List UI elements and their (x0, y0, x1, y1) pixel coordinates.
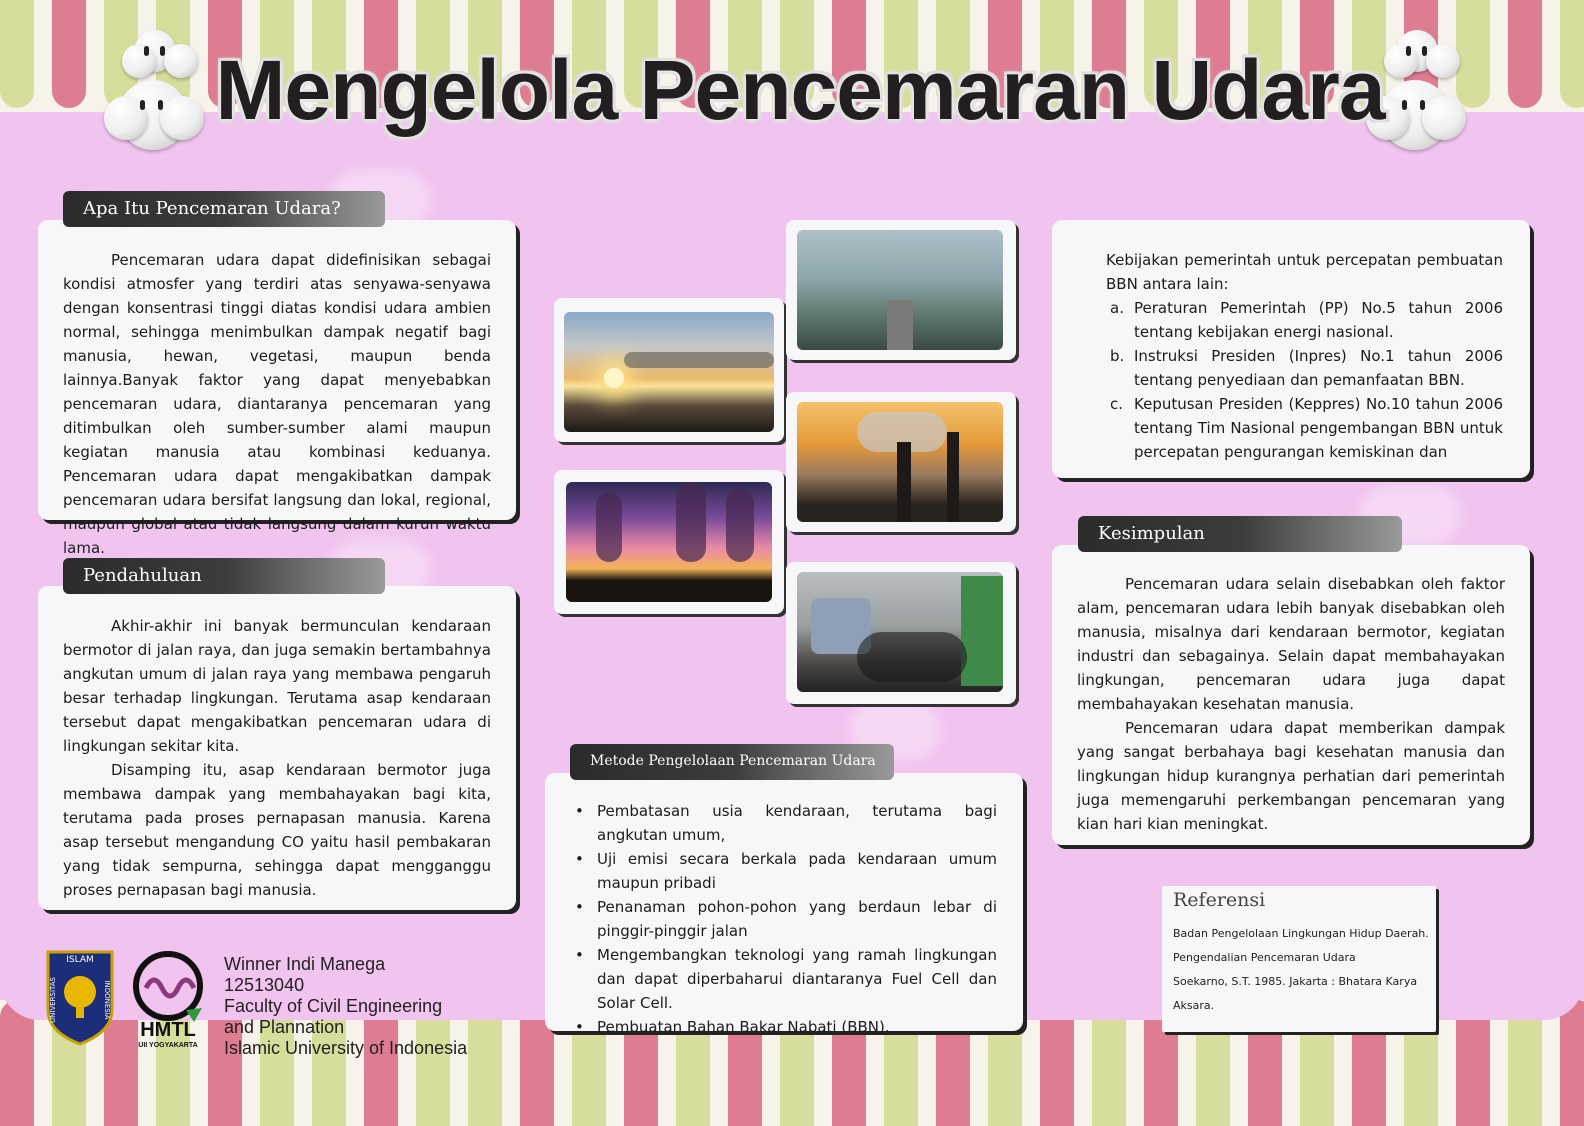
photo-frame (554, 298, 784, 442)
factory-dusk-photo (566, 482, 772, 602)
intro-panel (38, 586, 516, 910)
uii-logo (44, 948, 116, 1048)
methods-list (567, 799, 997, 1039)
smoggy-city-photo (797, 230, 1003, 350)
author-id: 12513040 (224, 975, 305, 995)
reference-line: Aksara. (1173, 999, 1215, 1012)
policy-item (1106, 344, 1503, 392)
policy-list (1106, 296, 1503, 463)
vehicle-exhaust-photo (797, 572, 1003, 692)
method-item: • Uji emisi secara berkala pada kendaraan umum maupun pribadi (567, 847, 997, 895)
conclusion-heading: Kesimpulan (1078, 516, 1402, 552)
policy-item (1106, 392, 1503, 463)
policy-intro: Kebijakan pemerintah untuk percepatan pembuatan BBN antara lain: (1106, 251, 1503, 293)
methods-panel (545, 773, 1023, 1036)
author-faculty: Faculty of Civil Engineering (224, 996, 443, 1016)
uii-logo-text: UNIVERSITAS (49, 977, 57, 1023)
conclusion-panel (1052, 545, 1530, 845)
method-item: • Penanaman pohon-pohon yang berdaun lebar di pinggir-pinggir jalan (567, 895, 997, 943)
reference-line: Pengendalian Pencemaran Udara (1173, 951, 1356, 964)
what-is-heading: Apa Itu Pencemaran Udara? (63, 191, 385, 227)
what-is-panel (38, 220, 516, 557)
sunset-smoke-photo (564, 312, 774, 432)
author-info (224, 954, 467, 1059)
intro-paragraph: Disamping itu, asap kendaraan bermotor juga membawa dampak yang membahayakan bagi kita, terutama pada proses pernapasan manusia. Karena asap tersebut mengandung CO yaitu hasil pembakaran yang tidak sempurna, sehingga dapat mengganggu proses pernapasan bagi manusia. (63, 761, 491, 899)
policy-panel (1052, 220, 1530, 478)
method-item: • Pembatasan usia kendaraan, terutama bagi angkutan umum, (567, 799, 997, 847)
policy-text: Peraturan Pemerintah (PP) No.5 tahun 2006 tentang kebijakan energi nasional. (1134, 299, 1503, 341)
methods-heading: Metode Pengelolaan Pencemaran Udara (570, 744, 894, 780)
industrial-smoke-photo (797, 402, 1003, 522)
what-is-body: Pencemaran udara dapat didefinisikan sebagai kondisi atmosfer yang terdiri atas senyawa-senyawa dengan konsentrasi tinggi diatas kondisi udara ambien normal, sehingga menimbulkan dampak negatif bagi manusia, hewan, vegetasi, maupun benda lainnya.Banyak faktor yang dapat menyebabkan pencemaran udara, diantaranya pencemaran yang ditimbulkan oleh sumber-sumber alami maupun kegiatan manusia atau kombinasi keduanya. Pencemaran udara dapat mengakibatkan dampak pencemaran udara bersifat langsung dan lokal, regional, maupun global atau tidak langsung dalam kurun waktu lama. (63, 251, 491, 557)
method-item: • Pembuatan Bahan Bakar Nabati (BBN). (567, 1015, 997, 1039)
policy-marker: b. (1110, 347, 1125, 365)
references-heading: Referensi (1173, 889, 1266, 911)
hmtl-logo-text: HMTL (140, 1019, 196, 1041)
photo-frame (786, 392, 1016, 532)
author-name: Winner Indi Manega (224, 954, 386, 974)
uii-logo-text: ISLAM (66, 955, 94, 965)
poster-title: Mengelola Pencemaran Udara (215, 43, 1385, 137)
reference-line: Badan Pengelolaan Lingkungan Hidup Daerah. (1173, 927, 1429, 940)
policy-text: Instruksi Presiden (Inpres) No.1 tahun 2006 tentang penyediaan dan pemanfaatan BBN. (1134, 347, 1503, 389)
policy-marker: a. (1110, 299, 1124, 317)
cloud-mascot-icon (100, 30, 210, 155)
hmtl-logo (128, 950, 210, 1050)
hmtl-logo-subtext: UII YOGYAKARTA (138, 1042, 198, 1049)
references-panel (1162, 886, 1436, 1032)
intro-paragraph: Akhir-akhir ini banyak bermunculan kendaraan bermotor di jalan raya, dan juga semakin bertambahnya angkutan umum di jalan raya yang membawa pengaruh besar terhadap lingkungan. Terutama asap kendaraan tersebut dapat mengakibatkan pencemaran udara di lingkungan sekitar kita. (63, 617, 491, 755)
method-item: • Mengembangkan teknologi yang ramah lingkungan dan dapat diperbaharui diantaranya Fuel Cell dan Solar Cell. (567, 943, 997, 1015)
author-university: Islamic University of Indonesia (224, 1038, 468, 1058)
policy-item (1106, 296, 1503, 344)
reference-line: Soekarno, S.T. 1985. Jakarta : Bhatara Karya (1173, 975, 1418, 988)
photo-frame (786, 562, 1016, 704)
photo-frame (554, 470, 784, 614)
conclusion-paragraph: Pencemaran udara dapat memberikan dampak yang sangat berbahaya bagi kesehatan manusia dan lingkungan hidup kurangnya perhatian dari pemerintah juga memengaruhi perkembangan pencemaran yang kian hari kian meningkat. (1077, 719, 1505, 833)
conclusion-paragraph: Pencemaran udara selain disebabkan oleh faktor alam, pencemaran udara lebih banyak disebabkan oleh manusia, misalnya dari kendaraan bermotor, kegiatan industri dan sebagainya. Selain dapat membahayakan lingkungan, pencemaran udara juga dapat membahayakan kesehatan manusia. (1077, 575, 1505, 713)
author-faculty: and Plannation (224, 1017, 345, 1037)
policy-text: Keputusan Presiden (Keppres) No.10 tahun 2006 tentang Tim Nasional pengembangan BBN untuk percepatan pengurangan kemiskinan dan (1134, 395, 1503, 461)
uii-logo-text: INDONESIA (103, 980, 111, 1020)
photo-frame (786, 220, 1016, 360)
intro-heading: Pendahuluan (63, 558, 385, 594)
policy-marker: c. (1110, 395, 1124, 413)
